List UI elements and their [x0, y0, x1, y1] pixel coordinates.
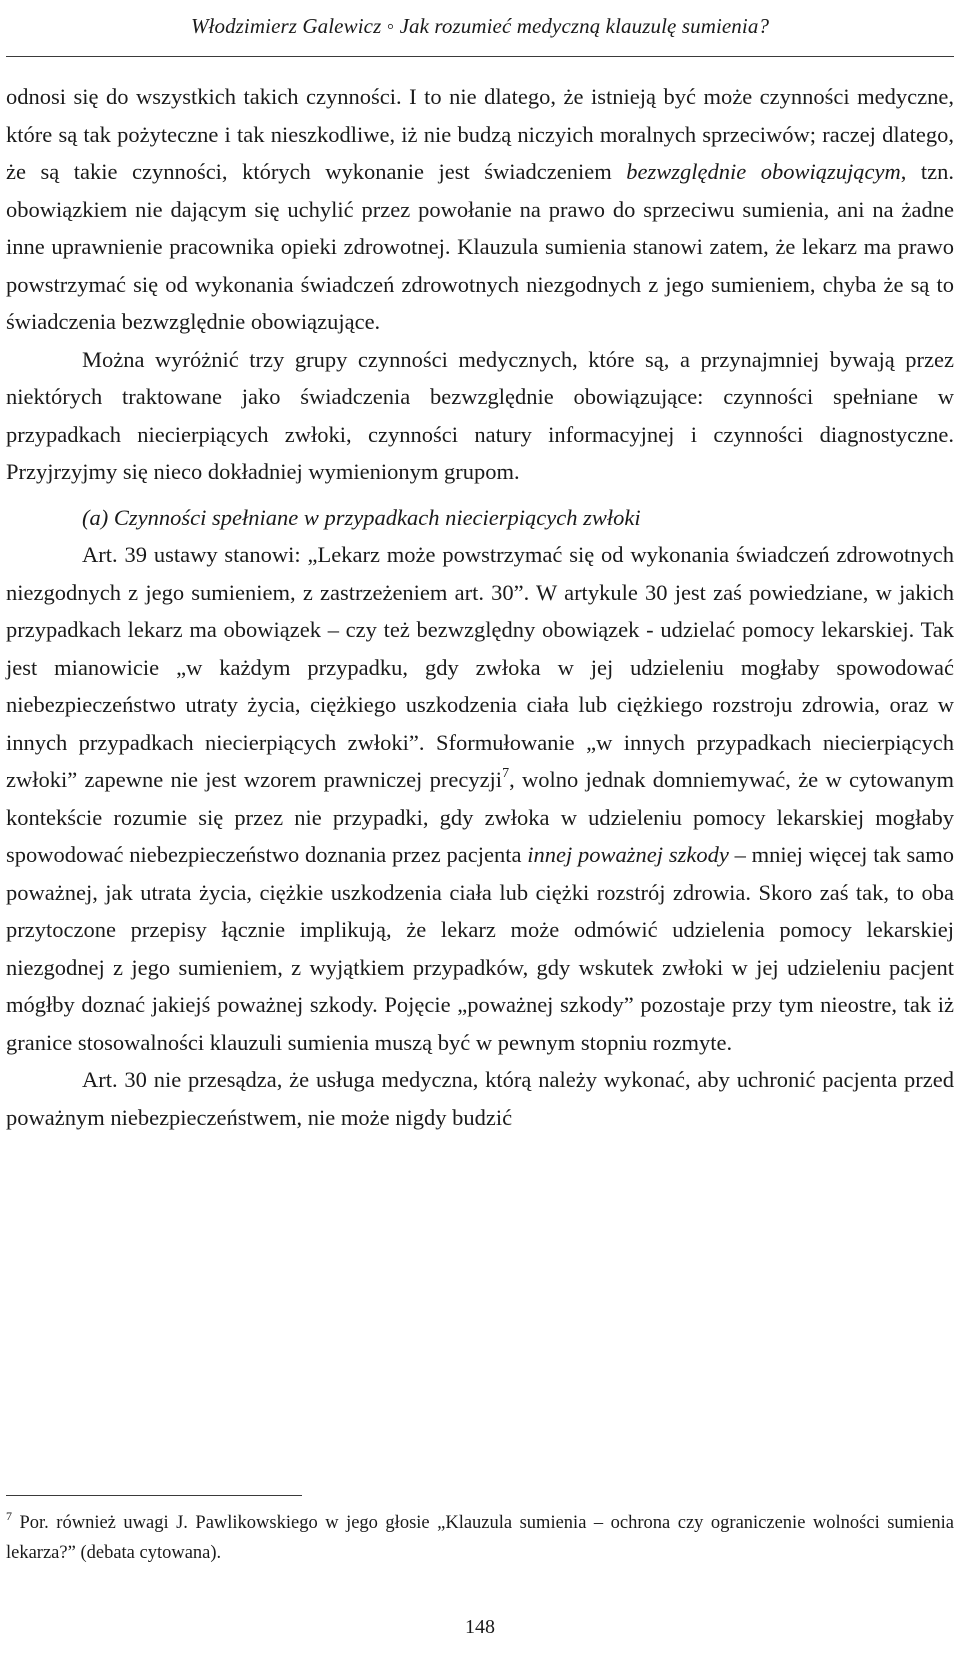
- paragraph-4: Art. 30 nie przesądza, że usługa medyczna, którą należy wykonać, aby uchronić pacjenta przed poważnym niebezpieczeństwem, nie może nigdy budzić: [6, 1067, 954, 1130]
- section-heading: (a) Czynności spełniane w przypadkach niecierpiących zwłoki: [82, 504, 641, 530]
- paragraph-1-emphasis: bezwzględnie obowiązującym: [626, 159, 901, 184]
- running-header: Włodzimierz Galewicz ◦ Jak rozumieć medyczną klauzulę sumienia?: [190, 14, 770, 38]
- footnote-reference[interactable]: 7: [502, 765, 510, 781]
- footnote-number: 7: [6, 1508, 12, 1523]
- page-number: 148: [465, 1616, 495, 1638]
- paragraph-3-text-a: Art. 39 ustawy stanowi: „Lekarz może powstrzymać się od wykonania świadczeń zdrowotnych niezgodnych z jego sumieniem, z zastrzeżeniem art. 30”. W artykule 30 jest zaś powiedziane, w jakich przypadkach lekarz ma obowiązek – czy też bezwzględny obowiązek - udzielać pomocy lekarskiej. Tak jest mianowicie „w każdym przypadku, gdy zwłoka w jej udzieleniu mogłaby spowodować niebezpieczeństwo utraty życia, ciężkiego uszkodzenia ciała lub ciężkiego rozstroju zdrowia, oraz w innych przypadkach niecierpiących zwłoki”. Sformułowanie „w innych przypadkach niecierpiących zwłoki” zapewne nie jest wzorem prawniczej precyzji: [6, 542, 954, 792]
- footnote: [6, 1508, 954, 1568]
- paragraph-3-emphasis: innej poważnej szkody: [527, 842, 729, 867]
- footnote-rule: [6, 1495, 302, 1496]
- paragraph-3-text-b: , wolno jednak domniemywać, że w cytowanym kontekście rozumie się przez nie przypadki, gdy zwłoka w udzieleniu pomocy lekarskiej mogłaby spowodować niebezpieczeństwo doznania przez pacjenta: [6, 767, 954, 867]
- header-rule: [6, 56, 954, 57]
- paragraph-3-text-c: – mniej więcej tak samo poważnej, jak utrata życia, ciężkie uszkodzenia ciała lub ciężki rozstrój zdrowia. Skoro zaś tak, to oba przytoczone przepisy łącznie implikują, że lekarz może odmówić udzielenia pomocy lekarskiej niezgodnej z jego sumieniem, z wyjątkiem przypadków, gdy wskutek zwłoki w jej udzieleniu pacjent mógłby doznać jakiejś poważnej szkody. Pojęcie „poważnej szkody” pozostaje przy tym nieostre, tak iż granice stosowalności klauzuli sumienia muszą być w pewnym stopniu rozmyte.: [6, 842, 954, 1055]
- body-text: [6, 78, 954, 1136]
- paragraph-2: Można wyróżnić trzy grupy czynności medycznych, które są, a przynajmniej bywają przez niektórych traktowane jako świadczenia bezwzględnie obowiązujące: czynności spełniane w przypadkach niecierpiących zwłoki, czynności natury informacyjnej i czynności diagnostyczne. Przyjrzyjmy się nieco dokładniej wymienionym grupom.: [6, 346, 954, 484]
- paragraph-1: [6, 78, 954, 341]
- footnote-text: Por. również uwagi J. Pawlikowskiego w jego głosie „Klauzula sumienia – ochrona czy ograniczenie wolności sumienia lekarza?” (debata cytowana).: [6, 1513, 954, 1563]
- paragraph-3: [6, 536, 954, 1061]
- paragraph-1-text-a: odnosi się do wszystkich takich czynności. I to nie dlatego, że istnieją być może czynności medyczne, które są tak pożyteczne i tak nieszkodliwe, iż nie budzą niczyich moralnych sprzeciwów; raczej dlatego, że są takie czynności, których wykonanie jest świadczeniem: [6, 84, 954, 184]
- paragraph-1-text-b: , tzn. obowiązkiem nie dającym się uchylić przez powołanie na prawo do sprzeciwu sumienia, ani na żadne inne uprawnienie pracownika opieki zdrowotnej. Klauzula sumienia stanowi zatem, że lekarz ma prawo powstrzymać się od wykonania świadczeń zdrowotnych niezgodnych z jego sumieniem, chyba że są to świadczenia bezwzględnie obowiązujące.: [6, 159, 954, 334]
